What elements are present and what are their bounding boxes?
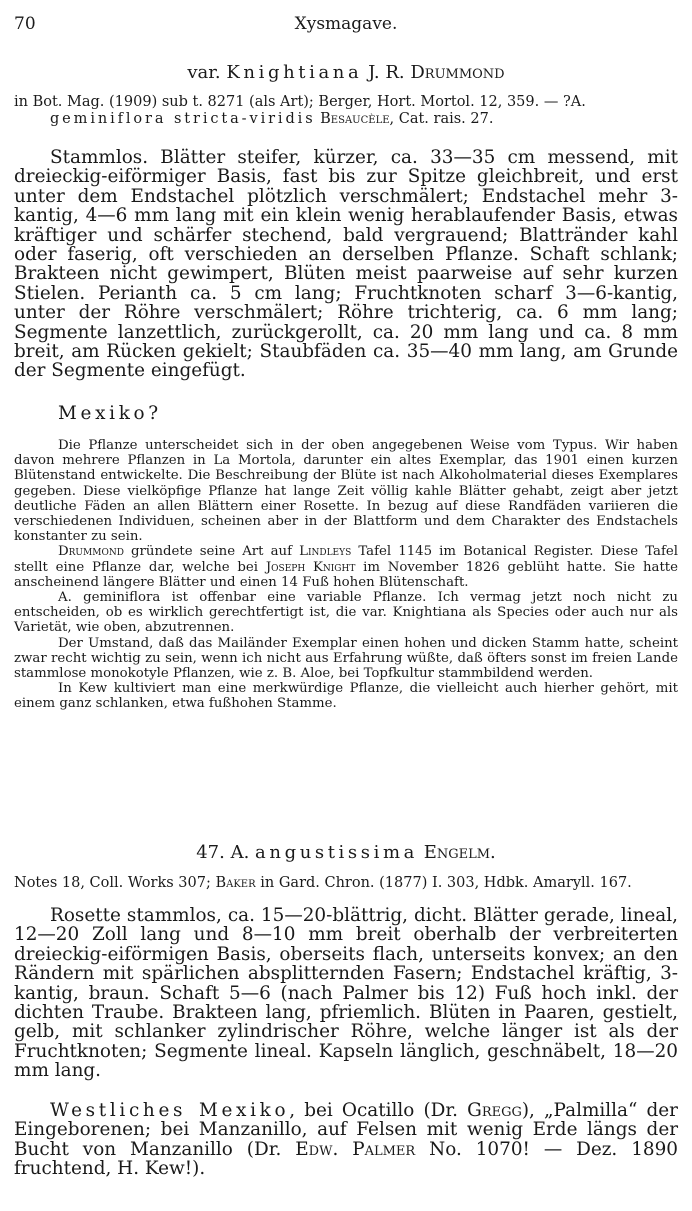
reference-text: in Gard. Chron. (1877) I. 303, Hdbk. Amaryll. 167. bbox=[255, 875, 632, 891]
reference-text: Notes 18, Coll. Works 307; bbox=[14, 875, 216, 891]
species-locality-paragraph bbox=[14, 1101, 678, 1179]
species-heading bbox=[14, 842, 678, 863]
note-paragraph-4: Der Umstand, daß das Mailänder Exemplar einen hohen und dicken Stamm hatte, scheint zwar recht wichtig zu sein, wenn ich nicht aus Erfahrung wüßte, daß öfters sonst im freien Lande stammlose monokotyle Pflanzen, wie z. B. Aloe, bei Topfkultur stammbildend werden. bbox=[14, 635, 678, 682]
note-text: gründete seine Art auf bbox=[123, 544, 300, 560]
species-references bbox=[14, 875, 678, 892]
variety-author-initials: J. R. bbox=[368, 62, 405, 83]
note-paragraph-2 bbox=[14, 544, 678, 590]
page-number: 70 bbox=[14, 14, 36, 34]
note-text: im November 1826 geblüht hatte. Sie hatte anscheinend längere Blätter und einen 14 Fuß hohen Blütenschaft. bbox=[14, 559, 678, 590]
variety-locality bbox=[14, 404, 678, 423]
variety-author: Drummond bbox=[410, 62, 505, 83]
species-reference-line bbox=[14, 875, 678, 892]
collector-palmer: Edw. Palmer bbox=[295, 1138, 416, 1160]
species-author: Engelm. bbox=[423, 842, 496, 863]
synonym-citation: , Cat. rais. 27. bbox=[389, 111, 494, 127]
note-paragraph-1: Die Pflanze unterscheidet sich in der oben angegebenen Weise vom Typus. Wir haben davon mehrere Pflanzen in La Mortola, darunter ein altes Exemplar, das 1901 einen kurzen Blütenstand entwickelte. Die Beschreibung der Blüte ist nach Alkoholmaterial dieses Exemplares gegeben. Diese vielköpfige Pflanze hat lange Zeit völlig kahle Blätter gehabt, zeigt aber jetzt deutliche Fäden an allen Blättern einer Rosette. In bezug auf diese Randfäden variieren die verschiedenen Individuen, scheinen aber in der Blattform und dem Charakter des Endstachels konstanter zu sein. bbox=[14, 438, 678, 545]
note-author-lindley: Lindleys bbox=[299, 544, 352, 560]
species-description-paragraph: Rosette stammlos, ca. 15—20-blättrig, dicht. Blätter gerade, lineal, 12—20 Zoll lang und 8—10 mm breit oberhalb der verbreiterten dreieckig-eiförmigen Basis, oberseits flach, unterseits konvex; an den Rändern mit spärlichen absplitternden Fasern; Endstachel kräftig, 3-kantig, braun. Schaft 5—6 (nach Palmer bis 12) Fuß hoch inkl. der dichten Traube. Brakteen lang, pfriemlich. Blüten in Paaren, gestielt, gelb, mit schlanker zylindrischer Röhre, welche länger ist als der Fruchtknoten; Segmente lineal. Kapseln länglich, geschnäbelt, 18—20 mm lang. bbox=[14, 905, 678, 1082]
note-paragraph-5: In Kew kultiviert man eine merkwürdige Pflanze, die vielleicht auch hierher gehört, mit einem ganz schlanken, etwa fußhohen Stamme. bbox=[14, 681, 678, 712]
variety-description bbox=[14, 148, 678, 381]
species-locality bbox=[14, 1101, 678, 1179]
variety-heading bbox=[14, 62, 678, 83]
collector-gregg: Gregg bbox=[467, 1100, 522, 1121]
reference-line-1: in Bot. Mag. (1909) sub t. 8271 (als Art); Berger, Hort. Mortol. 12, 359. — ?A. bbox=[14, 94, 586, 110]
note-text: Tafel 1145 im Botanical Register. Diese Tafel stellt eine Pflanze dar, welche bei bbox=[14, 544, 679, 575]
synonym-author: Besaucèle bbox=[320, 111, 390, 127]
locality-text: , bei Ocatillo (Dr. bbox=[289, 1100, 468, 1121]
description-paragraph: Stammlos. Blätter steifer, kürzer, ca. 33—35 cm messend, mit dreieckig-eiförmiger Basis, fast bis zur Spitze gleichbreit, und erst unter dem Endstachel plötzlich verschmälert; Endstachel mehr 3-kantig, 4—6 mm lang mit ein klein wenig herablaufender Basis, etwas kräftiger und schärfer stechend, bald vergrauend; Blattränder kahl oder faserig, oft verschieden an derselben Pflanze. Schaft schlank; Brakteen nicht gewimpert, Blüten meist paarweise auf sehr kurzen Stielen. Perianth ca. 5 cm lang; Fruchtknoten scharf 3—6-kantig, unter der Röhre verschmälert; Röhre trichterig, ca. 6 mm lang; Segmente lanzettlich, zurückgerollt, ca. 20 mm lang und ca. 8 mm breit, am Rücken gekielt; Staubfäden ca. 35—40 mm lang, am Grunde der Segmente eingefügt. bbox=[14, 147, 678, 382]
locality-text: Mexiko? bbox=[58, 403, 162, 424]
note-paragraph-3: A. geminiflora ist offenbar eine variable Pflanze. Ich vermag jetzt noch nicht zu entscheiden, ob es wirklich gerechtfertigt ist, die var. Knightiana als Species oder auch nur als Varietät, wie oben, abzutrennen. bbox=[14, 590, 678, 636]
synonym-name: geminiflora stricta-viridis bbox=[50, 111, 316, 127]
variety-name: Knightiana bbox=[226, 62, 363, 83]
running-title: Xysmagave. bbox=[294, 14, 398, 34]
variety-label: var. bbox=[187, 62, 221, 83]
species-number: 47. A. bbox=[196, 842, 250, 863]
reference-line-2 bbox=[14, 111, 678, 128]
species-name: angustissima bbox=[255, 842, 418, 863]
variety-notes bbox=[14, 438, 678, 712]
locality-region: Westliches Mexiko bbox=[50, 1100, 290, 1121]
note-author-drummond: Drummond bbox=[58, 544, 124, 560]
note-person-knight: Joseph Knight bbox=[265, 559, 356, 575]
species-description bbox=[14, 906, 678, 1081]
locality-text: ), „Palmilla“ der Eingeborenen; bei Manzanillo, auf Felsen mit wenig Erde längs der Bucht von Manzanillo (Dr. bbox=[14, 1100, 678, 1160]
reference-author-baker: Baker bbox=[215, 875, 256, 891]
variety-references bbox=[14, 94, 678, 128]
locality-text: No. 1070! — Dez. 1890 fruchtend, H. Kew!). bbox=[14, 1138, 678, 1180]
page-header bbox=[14, 14, 678, 38]
